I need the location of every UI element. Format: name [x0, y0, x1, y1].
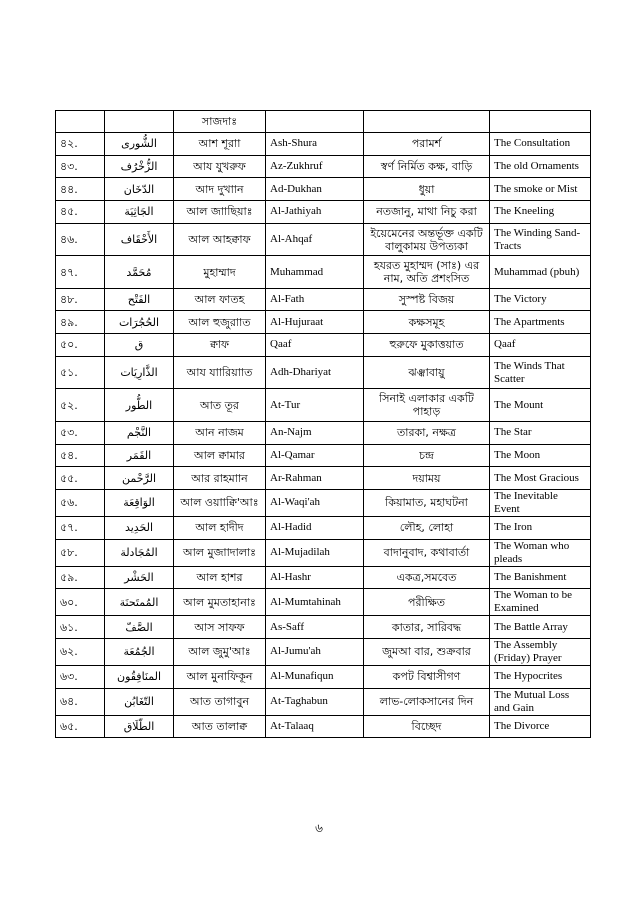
surah-number: ৫২. — [56, 389, 105, 422]
table-row — [56, 516, 591, 539]
bangla-name: আল আহক্বাফ — [174, 223, 266, 256]
english-meaning: The Most Gracious — [490, 467, 591, 490]
bangla-meaning: ইয়েমেনের অন্তর্ভূক্ত একটি বালুকাময় উপত্যকা — [364, 223, 490, 256]
arabic-name: الجَاثِيَة — [105, 201, 174, 224]
bangla-meaning: নতজানু, মাথা নিচু করা — [364, 201, 490, 224]
table-row — [56, 421, 591, 444]
bangla-name: আল হাশর — [174, 566, 266, 589]
arabic-name: ق — [105, 334, 174, 357]
arabic-name: الذَّارِيَات — [105, 356, 174, 389]
surah-number: ৬৩. — [56, 665, 105, 688]
bangla-meaning: লাভ-লোকসানের দিন — [364, 688, 490, 715]
table-row — [56, 155, 591, 178]
table-row — [56, 311, 591, 334]
bangla-name: আন নাজম — [174, 421, 266, 444]
surah-number: ৫৫. — [56, 467, 105, 490]
arabic-name: الوَاقِعَة — [105, 489, 174, 516]
transliteration: Al-Waqi'ah — [266, 489, 364, 516]
surah-number: ৪৮. — [56, 288, 105, 311]
bangla-meaning: কক্ষসমূহ — [364, 311, 490, 334]
transliteration: Al-Jathiyah — [266, 201, 364, 224]
empty-cell — [266, 111, 364, 133]
surah-number: ৫১. — [56, 356, 105, 389]
bangla-name: আল মুমতাহানাঃ — [174, 589, 266, 616]
arabic-name: النَّجْم — [105, 421, 174, 444]
arabic-name: الشُّورى — [105, 133, 174, 156]
surah-number: ৪৪. — [56, 178, 105, 201]
bangla-name: আল ক্বামার — [174, 444, 266, 467]
table-row — [56, 715, 591, 738]
arabic-name: المنَافِقُون — [105, 665, 174, 688]
table-row — [56, 256, 591, 289]
sajdah-label: সাজদাঃ — [174, 111, 266, 133]
bangla-name: আত তূর — [174, 389, 266, 422]
page-number: ৬ — [315, 821, 323, 835]
bangla-name: আল মুজাাদালাঃ — [174, 539, 266, 566]
arabic-name: الزُّخْرُف — [105, 155, 174, 178]
bangla-meaning: সিনাই এলাকার একটি পাহাড় — [364, 389, 490, 422]
english-meaning: The smoke or Mist — [490, 178, 591, 201]
transliteration: Al-Fath — [266, 288, 364, 311]
english-meaning: The Mount — [490, 389, 591, 422]
bangla-meaning: হযরত মুহাম্মদ (সাঃ) এর নাম, অতি প্রশংসিত — [364, 256, 490, 289]
surah-number: ৬১. — [56, 616, 105, 639]
english-meaning: The Victory — [490, 288, 591, 311]
empty-cell — [490, 111, 591, 133]
arabic-name: الطّلَاق — [105, 715, 174, 738]
english-meaning: The Iron — [490, 516, 591, 539]
transliteration: Ash-Shura — [266, 133, 364, 156]
arabic-name: الدّخَان — [105, 178, 174, 201]
english-meaning: The Inevitable Event — [490, 489, 591, 516]
bangla-meaning: ধুয়া — [364, 178, 490, 201]
bangla-meaning: বিচ্ছেদ — [364, 715, 490, 738]
bangla-meaning: হুরুফে মুকাত্তয়াত — [364, 334, 490, 357]
arabic-name: الرَّحْمن — [105, 467, 174, 490]
english-meaning: Qaaf — [490, 334, 591, 357]
surah-number: ৪২. — [56, 133, 105, 156]
table-body — [56, 111, 591, 738]
arabic-name: الطُّور — [105, 389, 174, 422]
english-meaning: The Moon — [490, 444, 591, 467]
bangla-meaning: জুমআ বার, শুক্রবার — [364, 638, 490, 665]
table-row — [56, 288, 591, 311]
arabic-name: الفَتْح — [105, 288, 174, 311]
empty-cell — [364, 111, 490, 133]
bangla-name: আস সাফফ — [174, 616, 266, 639]
table-row — [56, 589, 591, 616]
arabic-name: مُحَمَّد — [105, 256, 174, 289]
bangla-name: আশ শূরাা — [174, 133, 266, 156]
english-meaning: The Battle Array — [490, 616, 591, 639]
empty-cell — [56, 111, 105, 133]
bangla-name: আল জাাছিয়াঃ — [174, 201, 266, 224]
transliteration: Al-Mujadilah — [266, 539, 364, 566]
english-meaning: The Woman to be Examined — [490, 589, 591, 616]
table-row — [56, 665, 591, 688]
transliteration: Al-Jumu'ah — [266, 638, 364, 665]
arabic-name: الحُجُرَات — [105, 311, 174, 334]
surah-number: ৫৮. — [56, 539, 105, 566]
english-meaning: The Banishment — [490, 566, 591, 589]
table-row — [56, 539, 591, 566]
bangla-meaning: একত্র,সমবেত — [364, 566, 490, 589]
bangla-meaning: লৌহ, লোহা — [364, 516, 490, 539]
transliteration: Qaaf — [266, 334, 364, 357]
bangla-name: আল ওয়াাক্বি'আঃ — [174, 489, 266, 516]
bangla-name: আয যুখরুফ — [174, 155, 266, 178]
transliteration: At-Taghabun — [266, 688, 364, 715]
english-meaning: The Assembly (Friday) Prayer — [490, 638, 591, 665]
bangla-name: ক্বাফ — [174, 334, 266, 357]
arabic-name: الأَحْقَاف — [105, 223, 174, 256]
table-row — [56, 178, 591, 201]
table-row — [56, 356, 591, 389]
arabic-name: التّغَابُن — [105, 688, 174, 715]
bangla-meaning: পরীক্ষিত — [364, 589, 490, 616]
bangla-name: আল জুমু'আঃ — [174, 638, 266, 665]
surah-number: ৫৬. — [56, 489, 105, 516]
arabic-name: الصَّفّ — [105, 616, 174, 639]
transliteration: As-Saff — [266, 616, 364, 639]
surah-number: ৬২. — [56, 638, 105, 665]
table-row — [56, 489, 591, 516]
bangla-name: আয যাারিয়াাত — [174, 356, 266, 389]
bangla-name: আত তাগাবুন — [174, 688, 266, 715]
transliteration: Al-Qamar — [266, 444, 364, 467]
bangla-meaning: চন্দ্র — [364, 444, 490, 467]
transliteration: Ad-Dukhan — [266, 178, 364, 201]
table-row — [56, 616, 591, 639]
table-row — [56, 566, 591, 589]
surah-number: ৫৪. — [56, 444, 105, 467]
arabic-name: المُجَادلة — [105, 539, 174, 566]
arabic-name: الجُمُعَة — [105, 638, 174, 665]
english-meaning: The Mutual Loss and Gain — [490, 688, 591, 715]
transliteration: Az-Zukhruf — [266, 155, 364, 178]
table-row — [56, 223, 591, 256]
english-meaning: The Divorce — [490, 715, 591, 738]
surah-number: ৪৭. — [56, 256, 105, 289]
surah-number: ৫৩. — [56, 421, 105, 444]
transliteration: Al-Hujuraat — [266, 311, 364, 334]
bangla-name: আত তালাক্ব — [174, 715, 266, 738]
transliteration: Al-Ahqaf — [266, 223, 364, 256]
bangla-meaning: কাতার, সারিবদ্ধ — [364, 616, 490, 639]
bangla-name: আল হুজুরাাত — [174, 311, 266, 334]
surah-number: ৬৪. — [56, 688, 105, 715]
bangla-meaning: কিয়ামাত, মহাঘটনা — [364, 489, 490, 516]
table-row — [56, 201, 591, 224]
english-meaning: Muhammad (pbuh) — [490, 256, 591, 289]
arabic-name: الحَدِيد — [105, 516, 174, 539]
english-meaning: The Kneeling — [490, 201, 591, 224]
arabic-name: القَمَر — [105, 444, 174, 467]
table-row — [56, 638, 591, 665]
transliteration: At-Talaaq — [266, 715, 364, 738]
bangla-name: মুহাম্মাদ — [174, 256, 266, 289]
transliteration: At-Tur — [266, 389, 364, 422]
transliteration: Ar-Rahman — [266, 467, 364, 490]
bangla-name: আদ দুখাান — [174, 178, 266, 201]
surah-number: ৫৯. — [56, 566, 105, 589]
english-meaning: The Star — [490, 421, 591, 444]
table-row — [56, 688, 591, 715]
bangla-name: আল মুনাফিকূন — [174, 665, 266, 688]
english-meaning: The Winds That Scatter — [490, 356, 591, 389]
transliteration: Muhammad — [266, 256, 364, 289]
arabic-name: الحَشْر — [105, 566, 174, 589]
table-row — [56, 444, 591, 467]
bangla-name: আল ফাতহ — [174, 288, 266, 311]
english-meaning: The Consultation — [490, 133, 591, 156]
transliteration: Al-Mumtahinah — [266, 589, 364, 616]
surah-table — [55, 110, 591, 738]
bangla-name: আল হাদীদ — [174, 516, 266, 539]
table-row — [56, 133, 591, 156]
transliteration: Al-Hadid — [266, 516, 364, 539]
sajdah-row — [56, 111, 591, 133]
surah-number: ৪৩. — [56, 155, 105, 178]
bangla-meaning: পরামর্শ — [364, 133, 490, 156]
bangla-meaning: দয়াময় — [364, 467, 490, 490]
transliteration: Al-Hashr — [266, 566, 364, 589]
surah-number: ৪৯. — [56, 311, 105, 334]
table-row — [56, 389, 591, 422]
surah-number: ৬০. — [56, 589, 105, 616]
english-meaning: The old Ornaments — [490, 155, 591, 178]
surah-number: ৪৬. — [56, 223, 105, 256]
surah-number: ৫০. — [56, 334, 105, 357]
bangla-meaning: তারকা, নক্ষত্র — [364, 421, 490, 444]
english-meaning: The Winding Sand-Tracts — [490, 223, 591, 256]
english-meaning: The Hypocrites — [490, 665, 591, 688]
arabic-name: المُمتَحنَة — [105, 589, 174, 616]
surah-number: ৬৫. — [56, 715, 105, 738]
bangla-meaning: সুস্পষ্ট বিজয় — [364, 288, 490, 311]
bangla-meaning: কপট বিশ্বাসীগণ — [364, 665, 490, 688]
transliteration: Al-Munafiqun — [266, 665, 364, 688]
surah-number: ৫৭. — [56, 516, 105, 539]
bangla-name: আর রাহমাান — [174, 467, 266, 490]
bangla-meaning: বাদানুবাদ, কথাবার্তা — [364, 539, 490, 566]
english-meaning: The Woman who pleads — [490, 539, 591, 566]
transliteration: An-Najm — [266, 421, 364, 444]
bangla-meaning: ঝঞ্ঝাবায়ু — [364, 356, 490, 389]
empty-cell — [105, 111, 174, 133]
table-row — [56, 467, 591, 490]
bangla-meaning: স্বর্ণ নির্মিত কক্ষ, বাড়ি — [364, 155, 490, 178]
surah-number: ৪৫. — [56, 201, 105, 224]
english-meaning: The Apartments — [490, 311, 591, 334]
table-row — [56, 334, 591, 357]
transliteration: Adh-Dhariyat — [266, 356, 364, 389]
